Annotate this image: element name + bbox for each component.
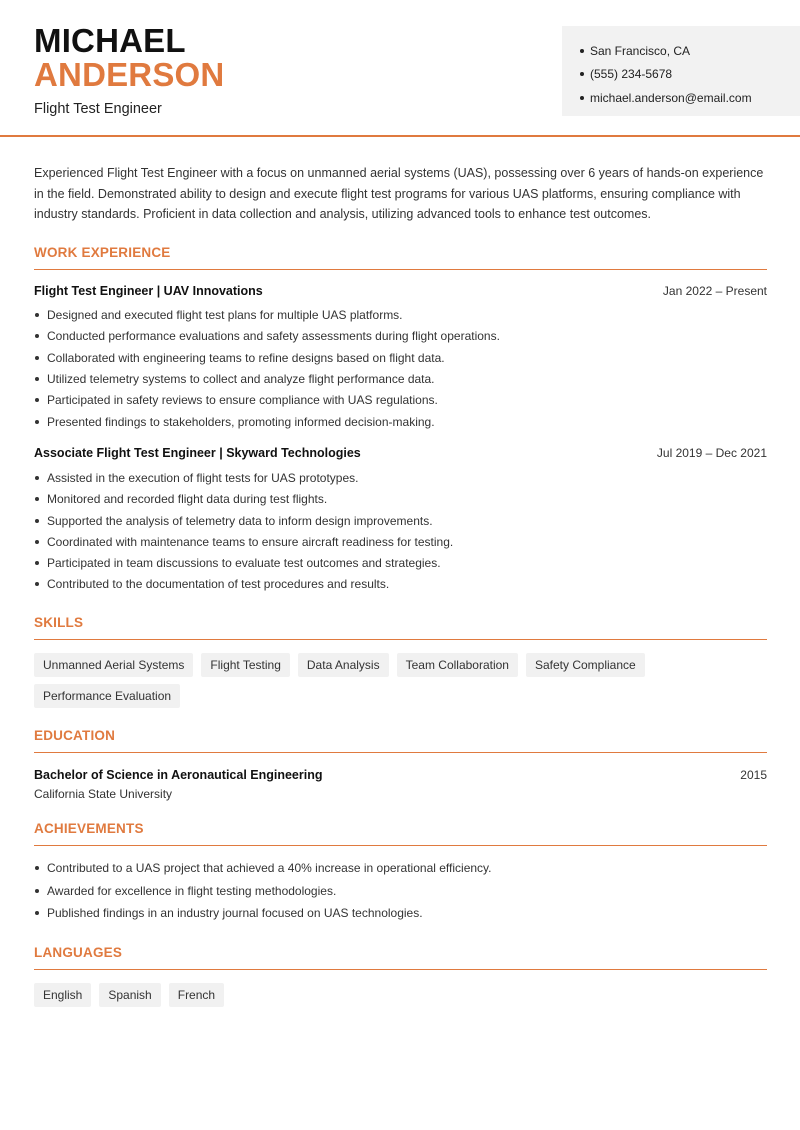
skill-tag: Flight Testing [201,653,289,677]
job-date: Jan 2022 – Present [662,283,767,298]
work-experience-section [34,245,767,596]
list-item [34,552,767,573]
list-item [34,510,767,531]
list-item-text: Contributed to the documentation of test procedures and results. [47,577,390,592]
list-item [34,467,767,488]
degree: Bachelor of Science in Aeronautical Engineering [34,768,323,783]
contact-email [580,86,800,110]
section-title: SKILLS [34,615,767,640]
bullet-icon [35,561,39,565]
education-section [34,728,767,801]
bullet-icon [35,476,39,480]
list-item [34,326,767,347]
contact-box [562,26,800,116]
resume-header [0,0,800,137]
job-title: Flight Test Engineer [34,101,162,117]
language-tag: Spanish [99,983,160,1007]
list-item [34,368,767,389]
list-item-text: Awarded for excellence in flight testing methodologies. [47,883,337,898]
skill-tags [34,653,767,708]
job-role: Associate Flight Test Engineer | Skyward Technologies [34,446,361,461]
bullet-icon [35,313,39,317]
list-item-text: Published findings in an industry journal focused on UAS technologies. [47,906,423,921]
list-item-text: Participated in team discussions to evaluate test outcomes and strategies. [47,556,441,571]
list-item [34,574,767,595]
list-item-text: Supported the analysis of telemetry data to inform design improvements. [47,513,433,528]
contact-email-text: michael.anderson@email.com [590,90,752,105]
name-block [34,24,224,117]
section-title: ACHIEVEMENTS [34,821,767,846]
skill-tag: Performance Evaluation [34,684,180,708]
bullet-icon [35,519,39,523]
bullet-icon [35,356,39,360]
first-name: MICHAEL [34,22,186,59]
section-title: LANGUAGES [34,945,767,970]
list-item-text: Participated in safety reviews to ensure compliance with UAS regulations. [47,393,438,408]
education-header [34,768,767,782]
language-tag: French [169,983,224,1007]
skill-tag: Unmanned Aerial Systems [34,653,193,677]
languages-section [34,945,767,1007]
skill-tag: Safety Compliance [526,653,645,677]
job-bullets [34,305,767,433]
school-name: California State University [34,787,173,802]
list-item-text: Presented findings to stakeholders, promoting informed decision-making. [47,414,435,429]
contact-location-text: San Francisco, CA [590,43,691,58]
contact-phone-text: (555) 234-5678 [590,67,673,82]
graduation-year: 2015 [740,768,767,783]
bullet-icon [35,497,39,501]
list-item [34,347,767,368]
bullet-icon [580,72,584,76]
bullet-icon [35,582,39,586]
skills-section [34,615,767,708]
achievements-section [34,821,767,925]
list-item-text: Conducted performance evaluations and safety assessments during flight operations. [47,329,500,344]
list-item [34,531,767,552]
job-bullets [34,467,767,595]
list-item-text: Assisted in the execution of flight tests for UAS prototypes. [47,470,359,485]
list-item [34,880,767,903]
list-item [34,857,767,880]
list-item [34,390,767,411]
language-tags [34,983,767,1007]
skill-tag: Data Analysis [298,653,389,677]
job-header [34,284,767,298]
bullet-icon [35,377,39,381]
contact-location [580,39,800,63]
summary: Experienced Flight Test Engineer with a focus on unmanned aerial systems (UAS), possessing over 6 years of hands-on experience in the field. Demonstrated ability to design and execute flight test programs for various UAS platforms, ensuring compliance with industry standards. Proficient in data collection and analysis, utilizing advanced tools to enhance test outcomes. [34,166,764,221]
achievement-bullets [34,857,767,925]
bullet-icon [580,49,584,53]
section-title: WORK EXPERIENCE [34,245,767,270]
bullet-icon [35,911,39,915]
last-name: ANDERSON [34,56,225,93]
section-title: EDUCATION [34,728,767,753]
list-item-text: Designed and executed flight test plans for multiple UAS platforms. [47,308,403,323]
bullet-icon [35,866,39,870]
bullet-icon [35,398,39,402]
bullet-icon [35,889,39,893]
contact-phone [580,63,800,87]
bullet-icon [580,96,584,100]
list-item-text: Monitored and recorded flight data during test flights. [47,492,328,507]
language-tag: English [34,983,91,1007]
list-item-text: Contributed to a UAS project that achieved a 40% increase in operational efficiency. [47,861,492,876]
resume-body [0,163,800,1007]
job-header [34,446,767,460]
list-item-text: Collaborated with engineering teams to refine designs based on flight data. [47,350,445,365]
list-item-text: Coordinated with maintenance teams to ensure aircraft readiness for testing. [47,534,454,549]
job-role: Flight Test Engineer | UAV Innovations [34,283,263,298]
bullet-icon [35,334,39,338]
list-item [34,489,767,510]
list-item-text: Utilized telemetry systems to collect and analyze flight performance data. [47,372,435,387]
list-item [34,411,767,432]
bullet-icon [35,540,39,544]
list-item [34,305,767,326]
bullet-icon [35,420,39,424]
list-item [34,902,767,925]
skill-tag: Team Collaboration [397,653,518,677]
job-date: Jul 2019 – Dec 2021 [656,446,767,461]
